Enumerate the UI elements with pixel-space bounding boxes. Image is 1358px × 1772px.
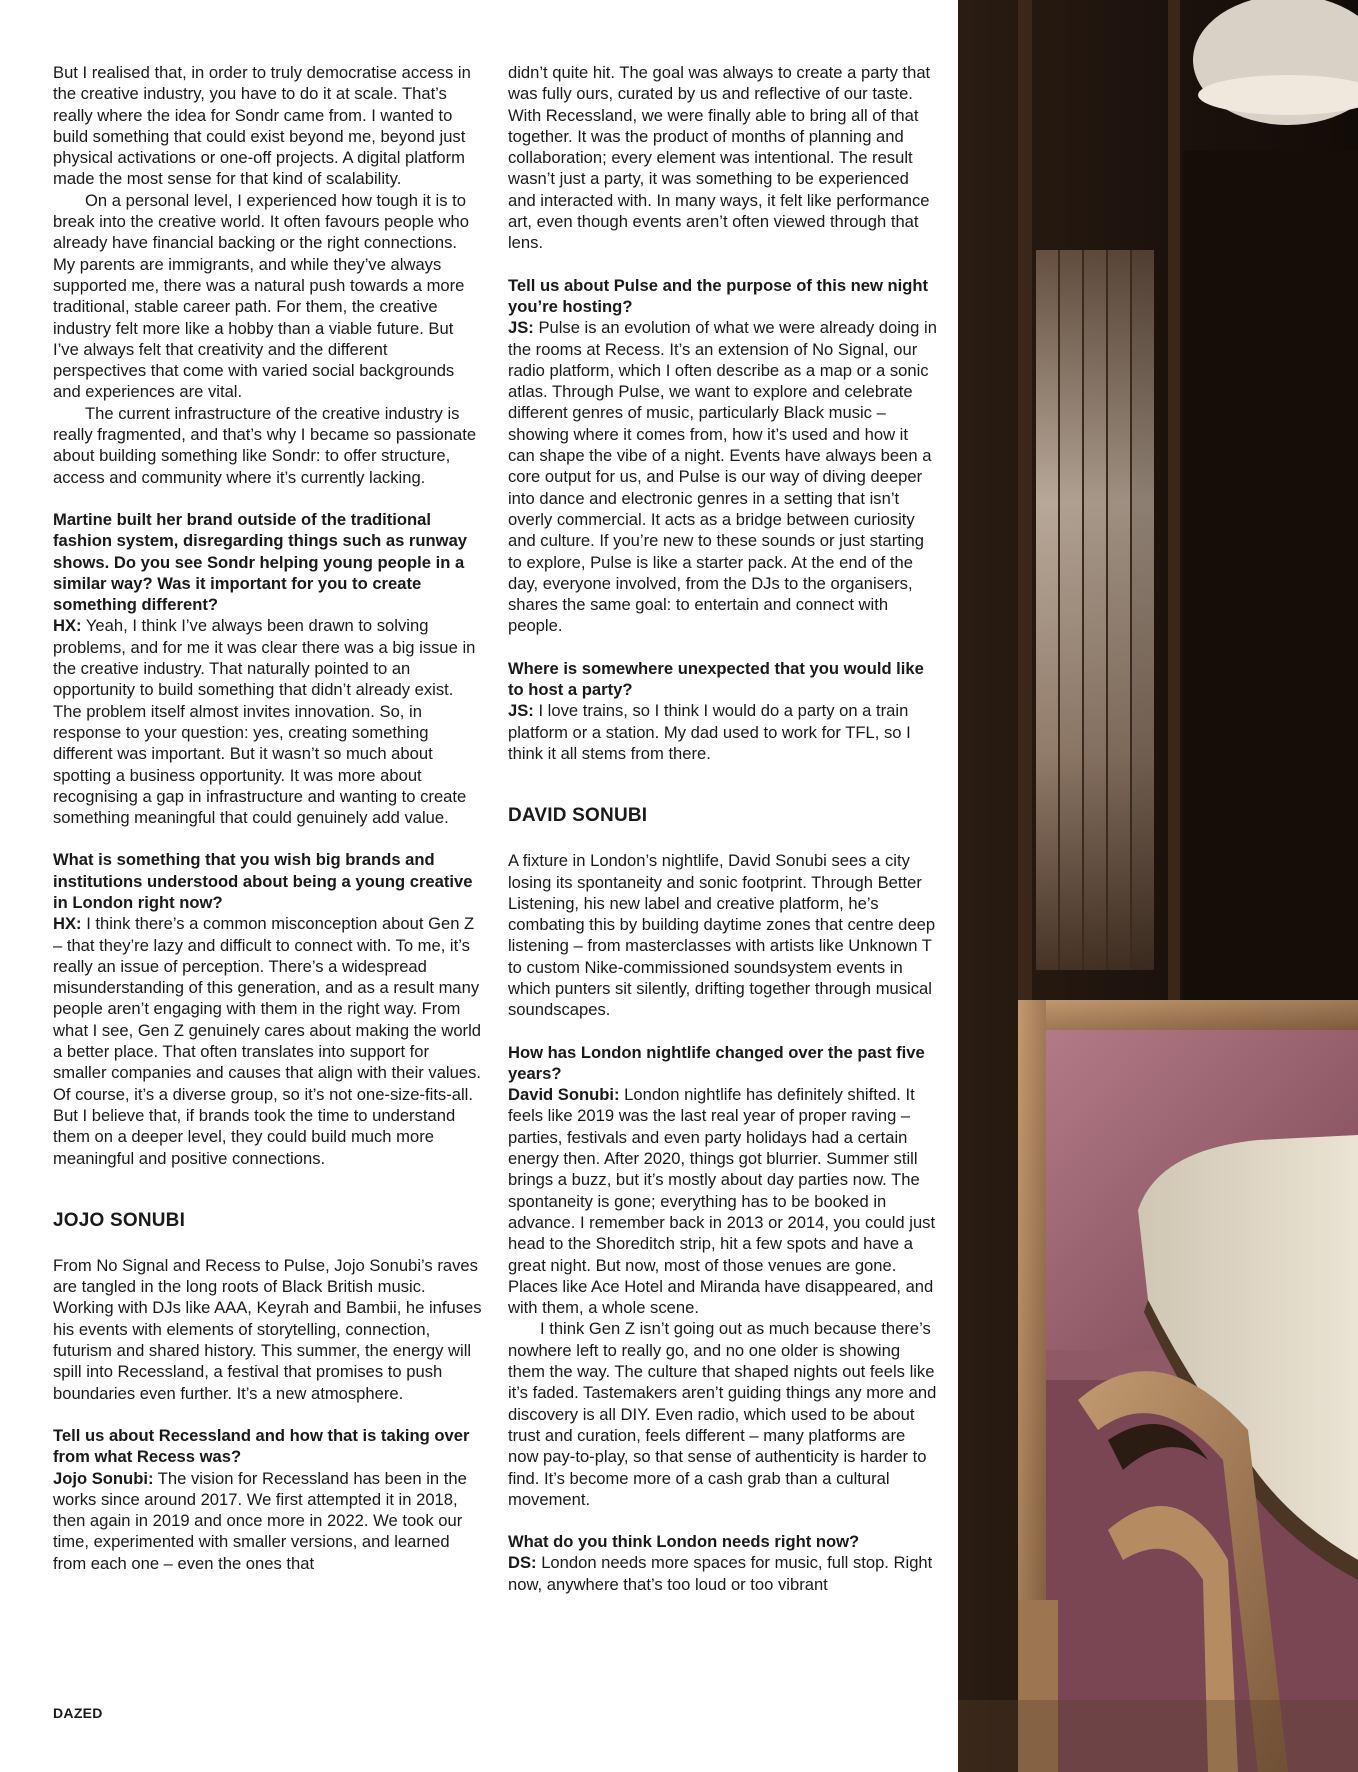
- speaker-label: Jojo Sonubi:: [53, 1468, 154, 1488]
- section-heading: JOJO SONUBI: [53, 1209, 186, 1231]
- answer-text: London nightlife has definitely shifted. It feels like 2019 was the last real year of proper raving – parties, festivals and even party holidays had a certain energy then. After 2020, things got blurrier. Summer still brings a buzz, but it’s mostly about day parties now. The spontaneity is gone; everything has to be booked in advance. I remember back in 2013 or 2014, you could just head to the Shoreditch strip, hit a few spots and have a great night. But now, most of those venues are gone. Places like Ace Hotel and Miranda have disappeared, and with them, a whole scene.: [508, 1085, 936, 1318]
- answer-text: The vision for Recessland has been in the works since around 2017. We first attempted it in 2018, then again in 2019 and once more in 2022. We took our time, experimented with smaller versions, and learned from each one – even the ones that: [53, 1468, 467, 1573]
- interview-answer: [53, 1468, 483, 1574]
- interview-answer: [508, 1552, 938, 1595]
- interview-question: How has London nightlife changed over the past five years?: [508, 1042, 925, 1083]
- section-intro: A fixture in London’s nightlife, David Sonubi sees a city losing its spontaneity and sonic footprint. Through Better Listening, his new label and creative platform, he’s combating this by building daytime zones that centre deep listening – from masterclasses with artists like Unknown T to custom Nike-commissioned soundsystem events in which punters sit silently, drifting together through musical soundscapes.: [508, 851, 936, 1020]
- interview-answer: [53, 913, 483, 1169]
- interview-answer: [508, 1084, 938, 1318]
- interview-question: Where is somewhere unexpected that you would like to host a party?: [508, 658, 924, 700]
- interview-answer: [53, 615, 483, 828]
- interview-question: What do you think London needs right now?: [508, 1532, 860, 1552]
- answer-text: London needs more spaces for music, full stop. Right now, anywhere that’s too loud or too vibrant: [508, 1553, 933, 1594]
- interview-question: Martine built her brand outside of the traditional fashion system, disregarding things such as runway shows. Do you see Sondr helping young people in a similar way? Was it important for you to create something different?: [53, 509, 468, 615]
- answer-text: Yeah, I think I’ve always been drawn to solving problems, and for me it was clear there was a big issue in the creative industry. That naturally pointed to an opportunity to build something that didn’t already exist. The problem itself almost invites innovation. So, in response to your question: yes, creating something different was important. But it wasn’t so much about spotting a business opportunity. It was more about recognising a gap in infrastructure and wanting to create something meaningful that could genuinely add value.: [53, 616, 476, 828]
- answer-text: I love trains, so I think I would do a party on a train platform or a station. My dad used to work for TFL, so I think it all stems from there.: [508, 701, 911, 763]
- section-intro: From No Signal and Recess to Pulse, Jojo Sonubi’s raves are tangled in the long roots of Black British music. Working with DJs like AAA, Keyrah and Bambii, he infuses his events with elements of storytelling, connection, futurism and shared history. This summer, the energy will spill into Recessland, a festival that promises to push boundaries even further. It’s a new atmosphere.: [53, 1255, 482, 1403]
- interview-answer: [508, 317, 938, 636]
- left-column: [53, 62, 483, 1574]
- photo-illustration: [958, 0, 1358, 1772]
- magazine-footer: DAZED: [53, 1705, 103, 1721]
- speaker-label: JS:: [508, 701, 534, 721]
- speaker-label: David Sonubi:: [508, 1085, 620, 1105]
- body-paragraph: But I realised that, in order to truly democratise access in the creative industry, you have to do it at scale. That’s really where the idea for Sondr came from. I wanted to build something that could exist beyond me, beyond just physical activations or one-off projects. A digital platform made the most sense for that kind of scalability.: [53, 63, 471, 189]
- speaker-label: DS:: [508, 1553, 537, 1573]
- speaker-label: JS:: [508, 318, 534, 338]
- body-paragraph: didn’t quite hit. The goal was always to create a party that was fully ours, curated by us and reflective of our taste. With Recessland, we were finally able to bring all of that together. It was the product of months of planning and collaboration; every element was intentional. The result wasn’t just a party, it was something to be experienced and interacted with. In many ways, it felt like performance art, even though events aren’t often viewed through that lens.: [508, 63, 931, 253]
- body-paragraph: The current infrastructure of the creative industry is really fragmented, and that’s why I became so passionate about building something like Sondr: to offer structure, access and community where it’s currently lacking.: [53, 403, 477, 487]
- speaker-label: HX:: [53, 914, 82, 934]
- interview-answer: [508, 700, 938, 764]
- body-paragraph: I think Gen Z isn’t going out as much because there’s nowhere left to really go, and no one older is showing them the way. The culture that shaped nights out feels like it’s faded. Tastemakers aren’t guiding things any more and discovery is all DIY. Even radio, which used to be about trust and curation, feels different – many platforms are now pay-to-play, so that sense of authenticity is harder to find. It’s become more of a cash grab than a cultural movement.: [508, 1319, 937, 1509]
- vertical-blinds: [1036, 250, 1154, 970]
- interview-question: Tell us about Pulse and the purpose of this new night you’re hosting?: [508, 275, 929, 316]
- answer-text: Pulse is an evolution of what we were already doing in the rooms at Recess. It’s an extension of No Signal, our radio platform, which I often describe as a map or a sonic atlas. Through Pulse, we want to explore and celebrate different genres of music, particularly Black music – showing where it comes from, how it’s used and how it can shape the vibe of a night. Events have always been a core output for us, and Pulse is our way of diving deeper into dance and electronic genres in a setting that isn’t overly commercial. It acts as a bridge between curiosity and culture. If you’re new to these sounds or just starting to explore, Pulse is like a starter pack. At the end of the day, everyone involved, from the DJs to the organisers, shares the same goal: to entertain and connect with people.: [508, 318, 937, 636]
- interview-question: Tell us about Recessland and how that is taking over from what Recess was?: [53, 1425, 470, 1467]
- right-column: [508, 62, 938, 1595]
- body-paragraph: On a personal level, I experienced how tough it is to break into the creative world. It often favours people who already have financial backing or the right connections. My parents are immigrants, and while they’ve always supported me, there was a natural push towards a more traditional, stable career path. For them, the creative industry felt more like a hobby than a viable future. But I’ve always felt that creativity and the different perspectives that come with varied social backgrounds and experiences are vital.: [53, 190, 470, 402]
- speaker-label: HX:: [53, 616, 82, 636]
- interview-question: What is something that you wish big brands and institutions understood about being a young creative in London right now?: [53, 850, 473, 912]
- interior-photo: [958, 0, 1358, 1772]
- section-heading: DAVID SONUBI: [508, 805, 648, 827]
- answer-text: I think there’s a common misconception about Gen Z – that they’re lazy and difficult to connect with. To me, it’s really an issue of perception. There’s a widespread misunderstanding of this generation, and as a result many people aren’t engaging with them in the right way. From what I see, Gen Z genuinely cares about making the world a better place. That often translates into support for smaller companies and causes that align with their values. Of course, it’s a diverse group, so it’s not one-size-fits-all. But I believe that, if brands took the time to understand them on a deeper level, they could build much more meaningful and positive connections.: [53, 914, 481, 1168]
